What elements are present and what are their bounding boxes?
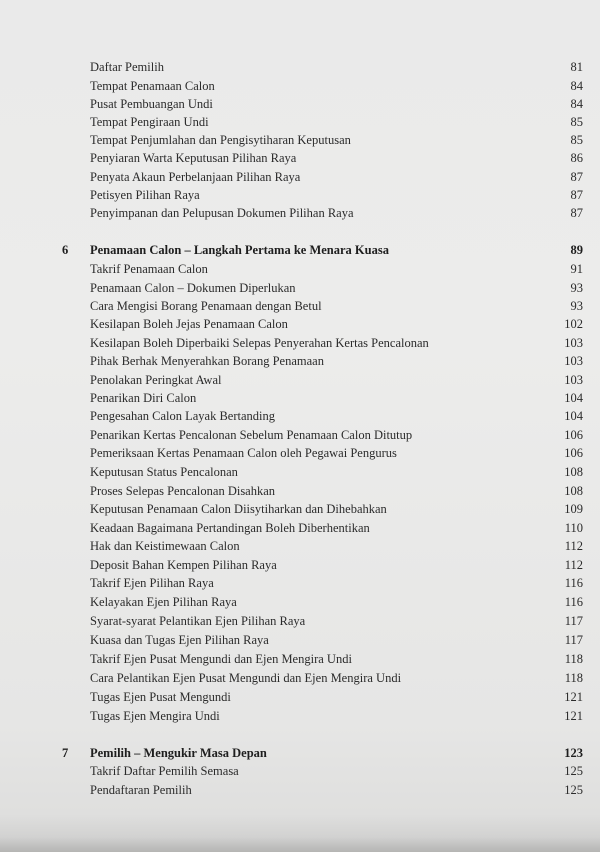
- toc-entry: [0, 426, 600, 444]
- toc-entry: [0, 315, 600, 333]
- chapter-number: 7: [62, 746, 69, 760]
- entry-page-number: 108: [564, 484, 583, 498]
- entry-page-number: 125: [564, 783, 583, 797]
- entry-title: Penolakan Peringkat Awal: [90, 373, 222, 387]
- chapter-heading: [0, 241, 600, 259]
- toc-entry: [0, 131, 600, 149]
- entry-page-number: 118: [564, 671, 583, 685]
- entry-page-number: 91: [570, 262, 583, 276]
- entry-title: Penyata Akaun Perbelanjaan Pilihan Raya: [90, 170, 301, 184]
- entry-page-number: 117: [564, 633, 583, 647]
- chapter-page-number: 89: [570, 243, 583, 257]
- entry-page-number: 103: [564, 336, 583, 350]
- entry-title: Tugas Ejen Mengira Undi: [90, 709, 220, 723]
- chapter-page-number: 123: [564, 746, 583, 760]
- entry-title: Cara Pelantikan Ejen Pusat Mengundi dan Ejen Mengira Undi: [90, 671, 402, 685]
- toc-entry: [0, 463, 600, 481]
- entry-title: Keputusan Penamaan Calon Diisytiharkan dan Dihebahkan: [90, 502, 387, 516]
- toc-entry: [0, 260, 600, 278]
- entry-page-number: 85: [570, 133, 583, 147]
- entry-title: Tempat Penamaan Calon: [90, 79, 215, 93]
- toc-entry: [0, 407, 600, 425]
- entry-page-number: 110: [564, 521, 583, 535]
- entry-page-number: 87: [570, 206, 583, 220]
- entry-title: Petisyen Pilihan Raya: [90, 188, 200, 202]
- entry-page-number: 93: [570, 299, 583, 313]
- toc-entry: [0, 334, 600, 352]
- entry-title: Deposit Bahan Kempen Pilihan Raya: [90, 558, 277, 572]
- toc-entry: [0, 500, 600, 518]
- toc-entry: [0, 537, 600, 555]
- entry-title: Pusat Pembuangan Undi: [90, 97, 213, 111]
- toc-entry: [0, 762, 600, 780]
- entry-page-number: 87: [570, 170, 583, 184]
- entry-page-number: 102: [564, 317, 583, 331]
- entry-title: Kesilapan Boleh Jejas Penamaan Calon: [90, 317, 288, 331]
- toc-entry: [0, 688, 600, 706]
- toc-entry: [0, 482, 600, 500]
- chapter-heading: [0, 744, 600, 762]
- entry-page-number: 118: [564, 652, 583, 666]
- toc-entry: [0, 519, 600, 537]
- entry-page-number: 103: [564, 354, 583, 368]
- chapter-title: Pemilih – Mengukir Masa Depan: [90, 746, 267, 760]
- entry-title: Takrif Daftar Pemilih Semasa: [90, 764, 239, 778]
- entry-title: Cara Mengisi Borang Penamaan dengan Betul: [90, 299, 322, 313]
- toc-entry: [0, 371, 600, 389]
- entry-page-number: 85: [570, 115, 583, 129]
- entry-page-number: 104: [564, 391, 583, 405]
- chapter-title: Penamaan Calon – Langkah Pertama ke Menara Kuasa: [90, 243, 389, 257]
- toc-entry: [0, 574, 600, 592]
- entry-page-number: 116: [564, 595, 583, 609]
- toc-entry: [0, 113, 600, 131]
- page-shadow: [0, 814, 600, 852]
- entry-page-number: 121: [564, 709, 583, 723]
- entry-page-number: 86: [570, 151, 583, 165]
- entry-title: Penamaan Calon – Dokumen Diperlukan: [90, 281, 296, 295]
- toc-entry: [0, 58, 600, 76]
- toc-entry: [0, 186, 600, 204]
- entry-title: Tempat Pengiraan Undi: [90, 115, 209, 129]
- toc-entry: [0, 444, 600, 462]
- entry-page-number: 117: [564, 614, 583, 628]
- toc-entry: [0, 781, 600, 799]
- toc-entry: [0, 77, 600, 95]
- entry-title: Takrif Ejen Pilihan Raya: [90, 576, 214, 590]
- entry-page-number: 116: [564, 576, 583, 590]
- entry-page-number: 81: [570, 60, 583, 74]
- entry-title: Kesilapan Boleh Diperbaiki Selepas Penyerahan Kertas Pencalonan: [90, 336, 429, 350]
- entry-title: Penyiaran Warta Keputusan Pilihan Raya: [90, 151, 297, 165]
- toc-entry: [0, 612, 600, 630]
- toc-entry: [0, 593, 600, 611]
- toc-entry: [0, 352, 600, 370]
- toc-entry: [0, 707, 600, 725]
- entry-title: Pendaftaran Pemilih: [90, 783, 192, 797]
- entry-page-number: 84: [570, 79, 583, 93]
- entry-page-number: 106: [564, 428, 583, 442]
- entry-title: Pengesahan Calon Layak Bertanding: [90, 409, 276, 423]
- toc-entry: [0, 297, 600, 315]
- entry-page-number: 112: [564, 539, 583, 553]
- toc-entry: [0, 95, 600, 113]
- toc-entry: [0, 631, 600, 649]
- entry-page-number: 121: [564, 690, 583, 704]
- entry-title: Tugas Ejen Pusat Mengundi: [90, 690, 231, 704]
- toc-entry: [0, 149, 600, 167]
- entry-title: Hak dan Keistimewaan Calon: [90, 539, 240, 553]
- entry-title: Penyimpanan dan Pelupusan Dokumen Pilihan Raya: [90, 206, 354, 220]
- toc-entry: [0, 669, 600, 687]
- entry-title: Daftar Pemilih: [90, 60, 164, 74]
- entry-page-number: 112: [564, 558, 583, 572]
- entry-title: Pihak Berhak Menyerahkan Borang Penamaan: [90, 354, 324, 368]
- entry-page-number: 103: [564, 373, 583, 387]
- toc-entry: [0, 168, 600, 186]
- entry-page-number: 125: [564, 764, 583, 778]
- toc-entry: [0, 556, 600, 574]
- entry-title: Penarikan Diri Calon: [90, 391, 197, 405]
- entry-title: Takrif Ejen Pusat Mengundi dan Ejen Mengira Undi: [90, 652, 352, 666]
- entry-page-number: 108: [564, 465, 583, 479]
- toc-entry: [0, 389, 600, 407]
- entry-title: Keputusan Status Pencalonan: [90, 465, 238, 479]
- chapter-number: 6: [62, 243, 69, 257]
- entry-title: Keadaan Bagaimana Pertandingan Boleh Diberhentikan: [90, 521, 370, 535]
- entry-page-number: 84: [570, 97, 583, 111]
- entry-title: Penarikan Kertas Pencalonan Sebelum Penamaan Calon Ditutup: [90, 428, 413, 442]
- entry-title: Kuasa dan Tugas Ejen Pilihan Raya: [90, 633, 269, 647]
- entry-title: Kelayakan Ejen Pilihan Raya: [90, 595, 237, 609]
- entry-page-number: 109: [564, 502, 583, 516]
- entry-title: Tempat Penjumlahan dan Pengisytiharan Keputusan: [90, 133, 351, 147]
- entry-page-number: 93: [570, 281, 583, 295]
- entry-title: Proses Selepas Pencalonan Disahkan: [90, 484, 276, 498]
- entry-title: Takrif Penamaan Calon: [90, 262, 208, 276]
- entry-title: Pemeriksaan Kertas Penamaan Calon oleh Pegawai Pengurus: [90, 446, 397, 460]
- entry-page-number: 104: [564, 409, 583, 423]
- toc-entry: [0, 204, 600, 222]
- entry-page-number: 87: [570, 188, 583, 202]
- toc-entry: [0, 279, 600, 297]
- entry-page-number: 106: [564, 446, 583, 460]
- toc-entry: [0, 650, 600, 668]
- entry-title: Syarat-syarat Pelantikan Ejen Pilihan Raya: [90, 614, 306, 628]
